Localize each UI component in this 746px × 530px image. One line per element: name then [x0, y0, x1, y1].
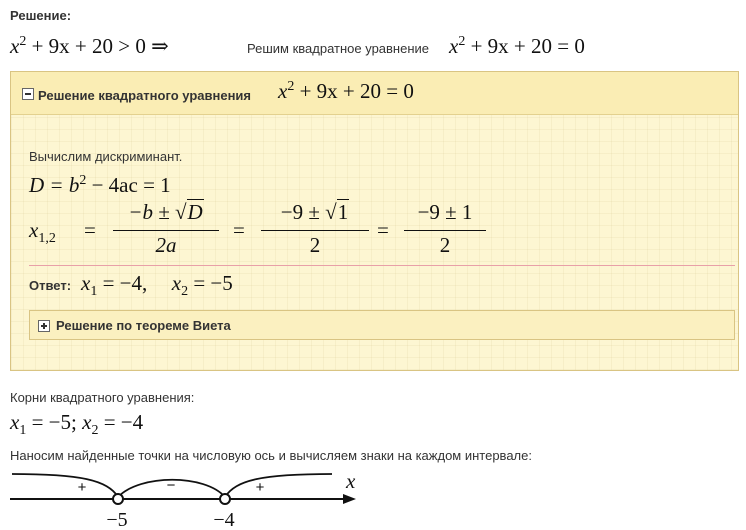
expand-icon[interactable]	[38, 320, 50, 332]
equals-sign: =	[233, 218, 245, 242]
solve-label: Решим квадратное уравнение	[247, 41, 430, 56]
roots-sub2: 2	[91, 423, 99, 439]
panel-equation-exponent: 2	[287, 79, 295, 94]
fraction-substituted-numerator: −9 ± √	[280, 200, 337, 224]
fraction-general-numerator: −b ± √	[128, 200, 187, 224]
answer-v2: = −5	[188, 271, 233, 295]
fraction-general-radicand: D	[187, 200, 203, 224]
collapse-icon[interactable]	[22, 88, 34, 100]
answer-v1: = −4,	[97, 271, 148, 295]
panel-title: Решение квадратного уравнения	[38, 88, 251, 103]
interval-arc	[12, 474, 118, 497]
equals-sign: =	[84, 218, 96, 242]
point-circle	[113, 494, 123, 504]
roots-x2: x	[82, 410, 92, 434]
answer-x1: x	[81, 271, 91, 295]
fraction-simplified-numerator: −9 ± 1	[417, 200, 473, 224]
inequality-lhs: x	[10, 34, 20, 58]
roots-v1: = −5;	[26, 410, 83, 434]
answer-sub1: 1	[90, 284, 98, 300]
axis-variable: x	[346, 469, 356, 493]
number-line-label: Наносим найденные точки на числовую ось и вычисляем знаки на каждом интервале:	[10, 448, 532, 463]
main-equation	[449, 34, 585, 59]
solution-title: Решение:	[10, 8, 72, 23]
equals-sign: =	[377, 218, 389, 242]
answer-value	[81, 271, 233, 300]
roots-x: x	[29, 218, 39, 242]
inequality	[10, 34, 169, 59]
roots-formula	[29, 200, 509, 260]
fraction-general	[113, 200, 219, 260]
equation-lhs: x	[449, 34, 459, 58]
discriminant-part-b: − 4ac = 1	[86, 173, 171, 197]
vieta-title: Решение по теореме Виета	[56, 318, 231, 333]
roots-variable	[29, 218, 56, 247]
roots-value	[10, 410, 143, 439]
interval-arc	[225, 474, 332, 497]
point-label: −5	[106, 509, 128, 530]
fraction-substituted-radicand: 1	[337, 200, 349, 224]
inequality-exponent: 2	[19, 34, 27, 49]
discriminant-part-a: D = b	[29, 173, 80, 197]
equation-rhs: + 9x + 20 = 0	[465, 34, 585, 58]
panel-equation-lhs: x	[278, 79, 288, 103]
answer-label: Ответ:	[29, 278, 72, 293]
roots-v2: = −4	[98, 410, 144, 434]
axis-arrow-icon	[343, 494, 356, 504]
roots-sub1: 1	[19, 423, 27, 439]
discriminant-exponent: 2	[79, 173, 87, 188]
fraction-bar	[113, 230, 219, 231]
answer-sub2: 2	[181, 284, 189, 300]
discriminant-label: Вычислим дискриминант.	[29, 149, 183, 164]
answer-x2: x	[171, 271, 182, 295]
point-circle	[220, 494, 230, 504]
sign-label: +	[255, 479, 265, 496]
inequality-rhs: + 9x + 20 > 0 ⇒	[26, 34, 169, 58]
quadratic-solution-panel	[10, 71, 739, 371]
roots-x1: x	[10, 410, 20, 434]
roots-subscript: 1,2	[38, 231, 56, 247]
panel-header[interactable]	[11, 72, 738, 115]
fraction-simplified-denominator: 2	[439, 233, 451, 257]
panel-equation-rhs: + 9x + 20 = 0	[294, 79, 414, 103]
roots-label: Корни квадратного уравнения:	[10, 390, 195, 405]
fraction-substituted-denominator: 2	[309, 233, 321, 257]
fraction-bar	[261, 230, 369, 231]
equation-exponent: 2	[458, 34, 466, 49]
fraction-bar	[404, 230, 486, 231]
sign-label: +	[77, 479, 87, 496]
fraction-general-denominator: 2a	[155, 233, 177, 257]
vieta-section[interactable]	[29, 310, 735, 340]
fraction-substituted	[261, 200, 369, 260]
discriminant-formula	[29, 173, 171, 198]
fraction-simplified	[404, 200, 486, 260]
number-line	[0, 466, 400, 530]
sign-label: −	[166, 477, 176, 494]
separator-line	[29, 265, 735, 266]
panel-equation	[278, 79, 414, 104]
point-label: −4	[213, 509, 235, 530]
